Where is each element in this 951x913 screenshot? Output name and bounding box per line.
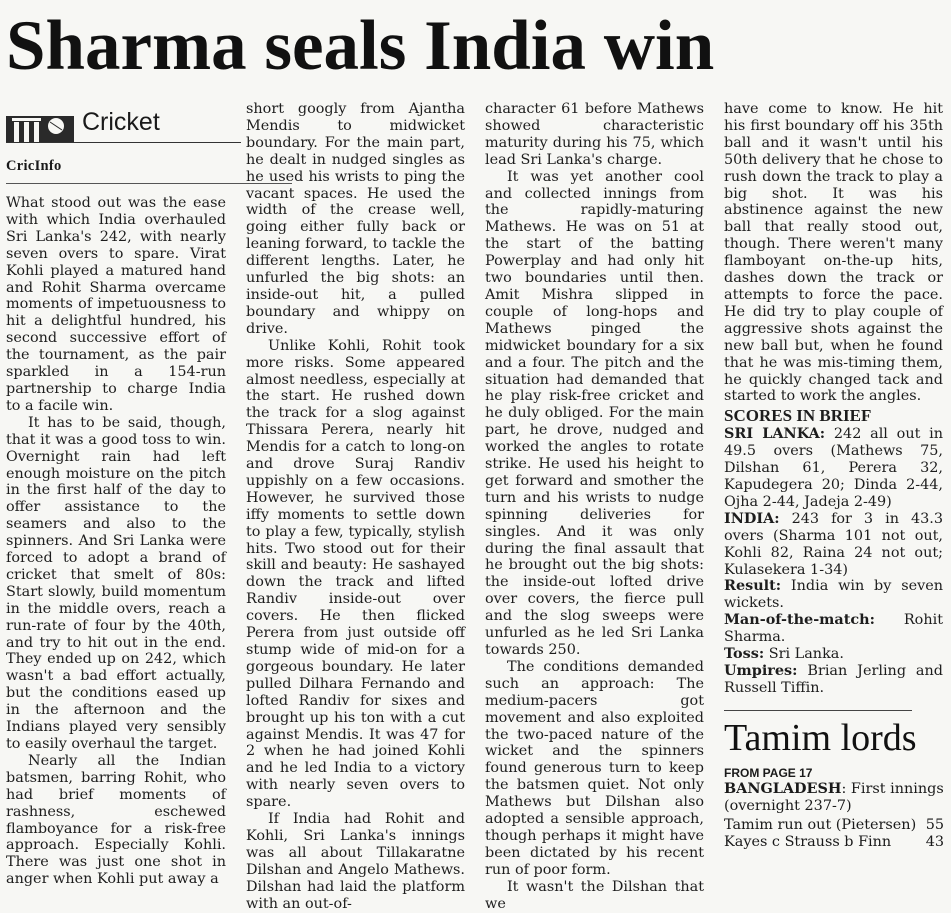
- paragraph: It wasn't the Dilshan that we: [485, 878, 704, 912]
- score-toss: [724, 646, 943, 663]
- score-text: 243 for 3 in 43.3 overs (Sharma 101 not out, Kohli 82, Raina 24 not out; Kulasekera 1-34): [724, 510, 944, 578]
- batsman-row: [724, 834, 946, 851]
- score-umpires: [724, 663, 943, 697]
- batsman-row: [724, 817, 946, 834]
- paragraph: If India had Rohit and Kohli, Sri Lanka's innings was all about Tillakaratne Dilshan and Angelo Mathews. Dilshan had laid the platform with an out-of-: [246, 811, 465, 912]
- score-label: SRI LANKA:: [724, 425, 826, 443]
- byline: CricInfo: [6, 158, 62, 174]
- score-text: Sri Lanka.: [768, 646, 844, 663]
- score-text: Rohit Sharma.: [724, 612, 943, 646]
- batsman-score: 55: [925, 817, 944, 833]
- innings-note: : First innings (overnight 237-7): [724, 781, 944, 814]
- article-column-2: [246, 101, 465, 913]
- paragraph: The conditions demanded such an approach: The medium-pacers got movement and also exploited the two-paced nature of the wicket and the spinners found generous turn to keep the batsmen quiet. Not only Mathews but Dilshan also adopted a sensible approach, though perhaps it might have been dictated by his recent run of poor form.: [485, 658, 704, 878]
- paragraph: What stood out was the ease with which India overhauled Sri Lanka's 242, with nearly seven overs to spare. Virat Kohli played a matured hand and Rohit Sharma overcame moments of impetuousness to hit a delightful hundred, his second successive effort of the tournament, as the pair sparkled in a 154-run partnership to charge India to a facile win.: [6, 195, 226, 414]
- scores-box: [724, 406, 943, 697]
- paragraph: It has to be said, though, that it was a good toss to win. Overnight rain had left enough moisture on the pitch in the first half of the day to offer assistance to the seamers and also to the spinners. And Sri Lanka were forced to adopt a brand of cricket that smelt of 80s: Start slowly, build momentum in the middle overs, reach a run-rate of four by the 40th, and try to hit out in the end. They ended up on 242, which wasn't a bad effort actually, but the conditions eased up in the afternoon and the Indians played very sensibly to easily overhaul the target.: [6, 414, 226, 752]
- score-label: Toss:: [724, 645, 765, 663]
- score-label: Umpires:: [724, 662, 798, 679]
- score-text: 242 all out in 49.5 overs (Mathews 75, Dilshan 61, Perera 32, Kapudegera 20; Dinda 2-44, Ojha 2-44, Jadeja 2-49): [724, 426, 944, 510]
- scores-heading: SCORES IN BRIEF: [724, 406, 872, 426]
- score-label: INDIA:: [724, 509, 780, 527]
- score-motm: [724, 612, 943, 646]
- bangladesh-innings: [724, 780, 944, 815]
- paragraph: have come to know. He hit his first boundary off his 35th ball and it wasn't until his 50th delivery that he chose to rush down the track to play a big shot. It was his abstinence against the new ball that really stood out, though. There weren't many flamboyant on-the-up hits, dashes down the track or attempts to force the pace. He did try to play couple of aggressive shots against the new ball but, when he found that he was mis-timing them, he quickly changed tack and started to work the angles.: [724, 101, 943, 405]
- score-label: Result:: [724, 577, 782, 595]
- paragraph: It was yet another cool and collected innings from the rapidly-maturing Mathews. He was on 51 at the start of the batting Powerplay and had only hit two boundaries until then. Amit Mishra slipped in couple of long-hops and Mathews pinged the midwicket boundary for a six and a four. The pitch and the situation had demanded that he play risk-free cricket and he duly obliged. For the main part, he drove, nudged and worked the angles to rotate strike. He used his height to get forward and smother the turn and his wrists to nudge spinning deliveries for singles. And it was only during the final assault that he brought out the big shots: the inside-out lofted drive over covers, the fierce pull and the slog sweeps were unfurled as he led Sri Lanka towards 250.: [485, 168, 704, 658]
- article-column-1: [6, 195, 226, 888]
- team-name: BANGLADESH: [724, 780, 842, 797]
- article-column-4: [724, 101, 943, 697]
- headline: Sharma seals India win: [6, 7, 715, 85]
- section-rule: [6, 142, 241, 143]
- score-sri-lanka: [724, 426, 943, 511]
- tamim-headline: Tamim lords: [724, 717, 917, 759]
- paragraph: short googly from Ajantha Mendis to midwicket boundary. For the main part, he dealt in nudged singles as he used his wrists to ping the vacant spaces. He used the width of the crease well, going either fully back or leaning forward, to tackle the different lengths. Later, he unfurled the big shots: an inside-out hit, a pulled boundary and whippy on drive.: [246, 101, 465, 337]
- paragraph: Nearly all the Indian batsmen, barring Rohit, who had brief moments of rashness, eschewed flamboyance for a risk-free approach. Especially Kohli. There was just one shot in anger when Kohli put away a: [6, 752, 226, 888]
- paragraph: Unlike Kohli, Rohit took more risks. Some appeared almost needless, especially at the start. He rushed down the track for a slog against Thissara Perera, nearly hit Mendis for a catch to long-on and drove Suraj Randiv uppishly on a few occasions. However, he survived those iffy moments to settle down to play a few, typically, stylish hits. Two stood out for their skill and beauty: He sashayed down the track and lifted Randiv inside-out over covers. He then flicked Perera from just outside off stump wide of mid-on for a gorgeous boundary. He later pulled Dilhara Fernando and lofted Randiv for sixes and brought up his ton with a cut against Mendis. It was 47 for 2 when he had joined Kohli and he led India to a victory with nearly seven overs to spare.: [246, 337, 465, 811]
- score-text: Brian Jerling and Russell Tiffin.: [724, 663, 943, 696]
- batsman-name: Kayes c Strauss b Finn: [724, 834, 892, 850]
- batsman-name: Tamim run out (Pietersen): [724, 817, 917, 833]
- article-column-3: [485, 101, 704, 913]
- score-result: [724, 578, 943, 612]
- tamim-rule: [724, 710, 912, 711]
- from-page: FROM PAGE 17: [724, 766, 813, 780]
- cricket-stumps-ball-icon: [6, 112, 74, 142]
- score-label: Man-of-the-match:: [724, 611, 875, 629]
- score-text: India win by seven wickets.: [724, 578, 944, 612]
- paragraph: character 61 before Mathews showed characteristic maturity during his 75, which lead Sri Lanka's charge.: [485, 101, 704, 168]
- batsman-score: 43: [925, 834, 944, 850]
- section-label: Cricket: [82, 108, 160, 136]
- section-logo: [6, 104, 241, 144]
- score-india: [724, 511, 943, 579]
